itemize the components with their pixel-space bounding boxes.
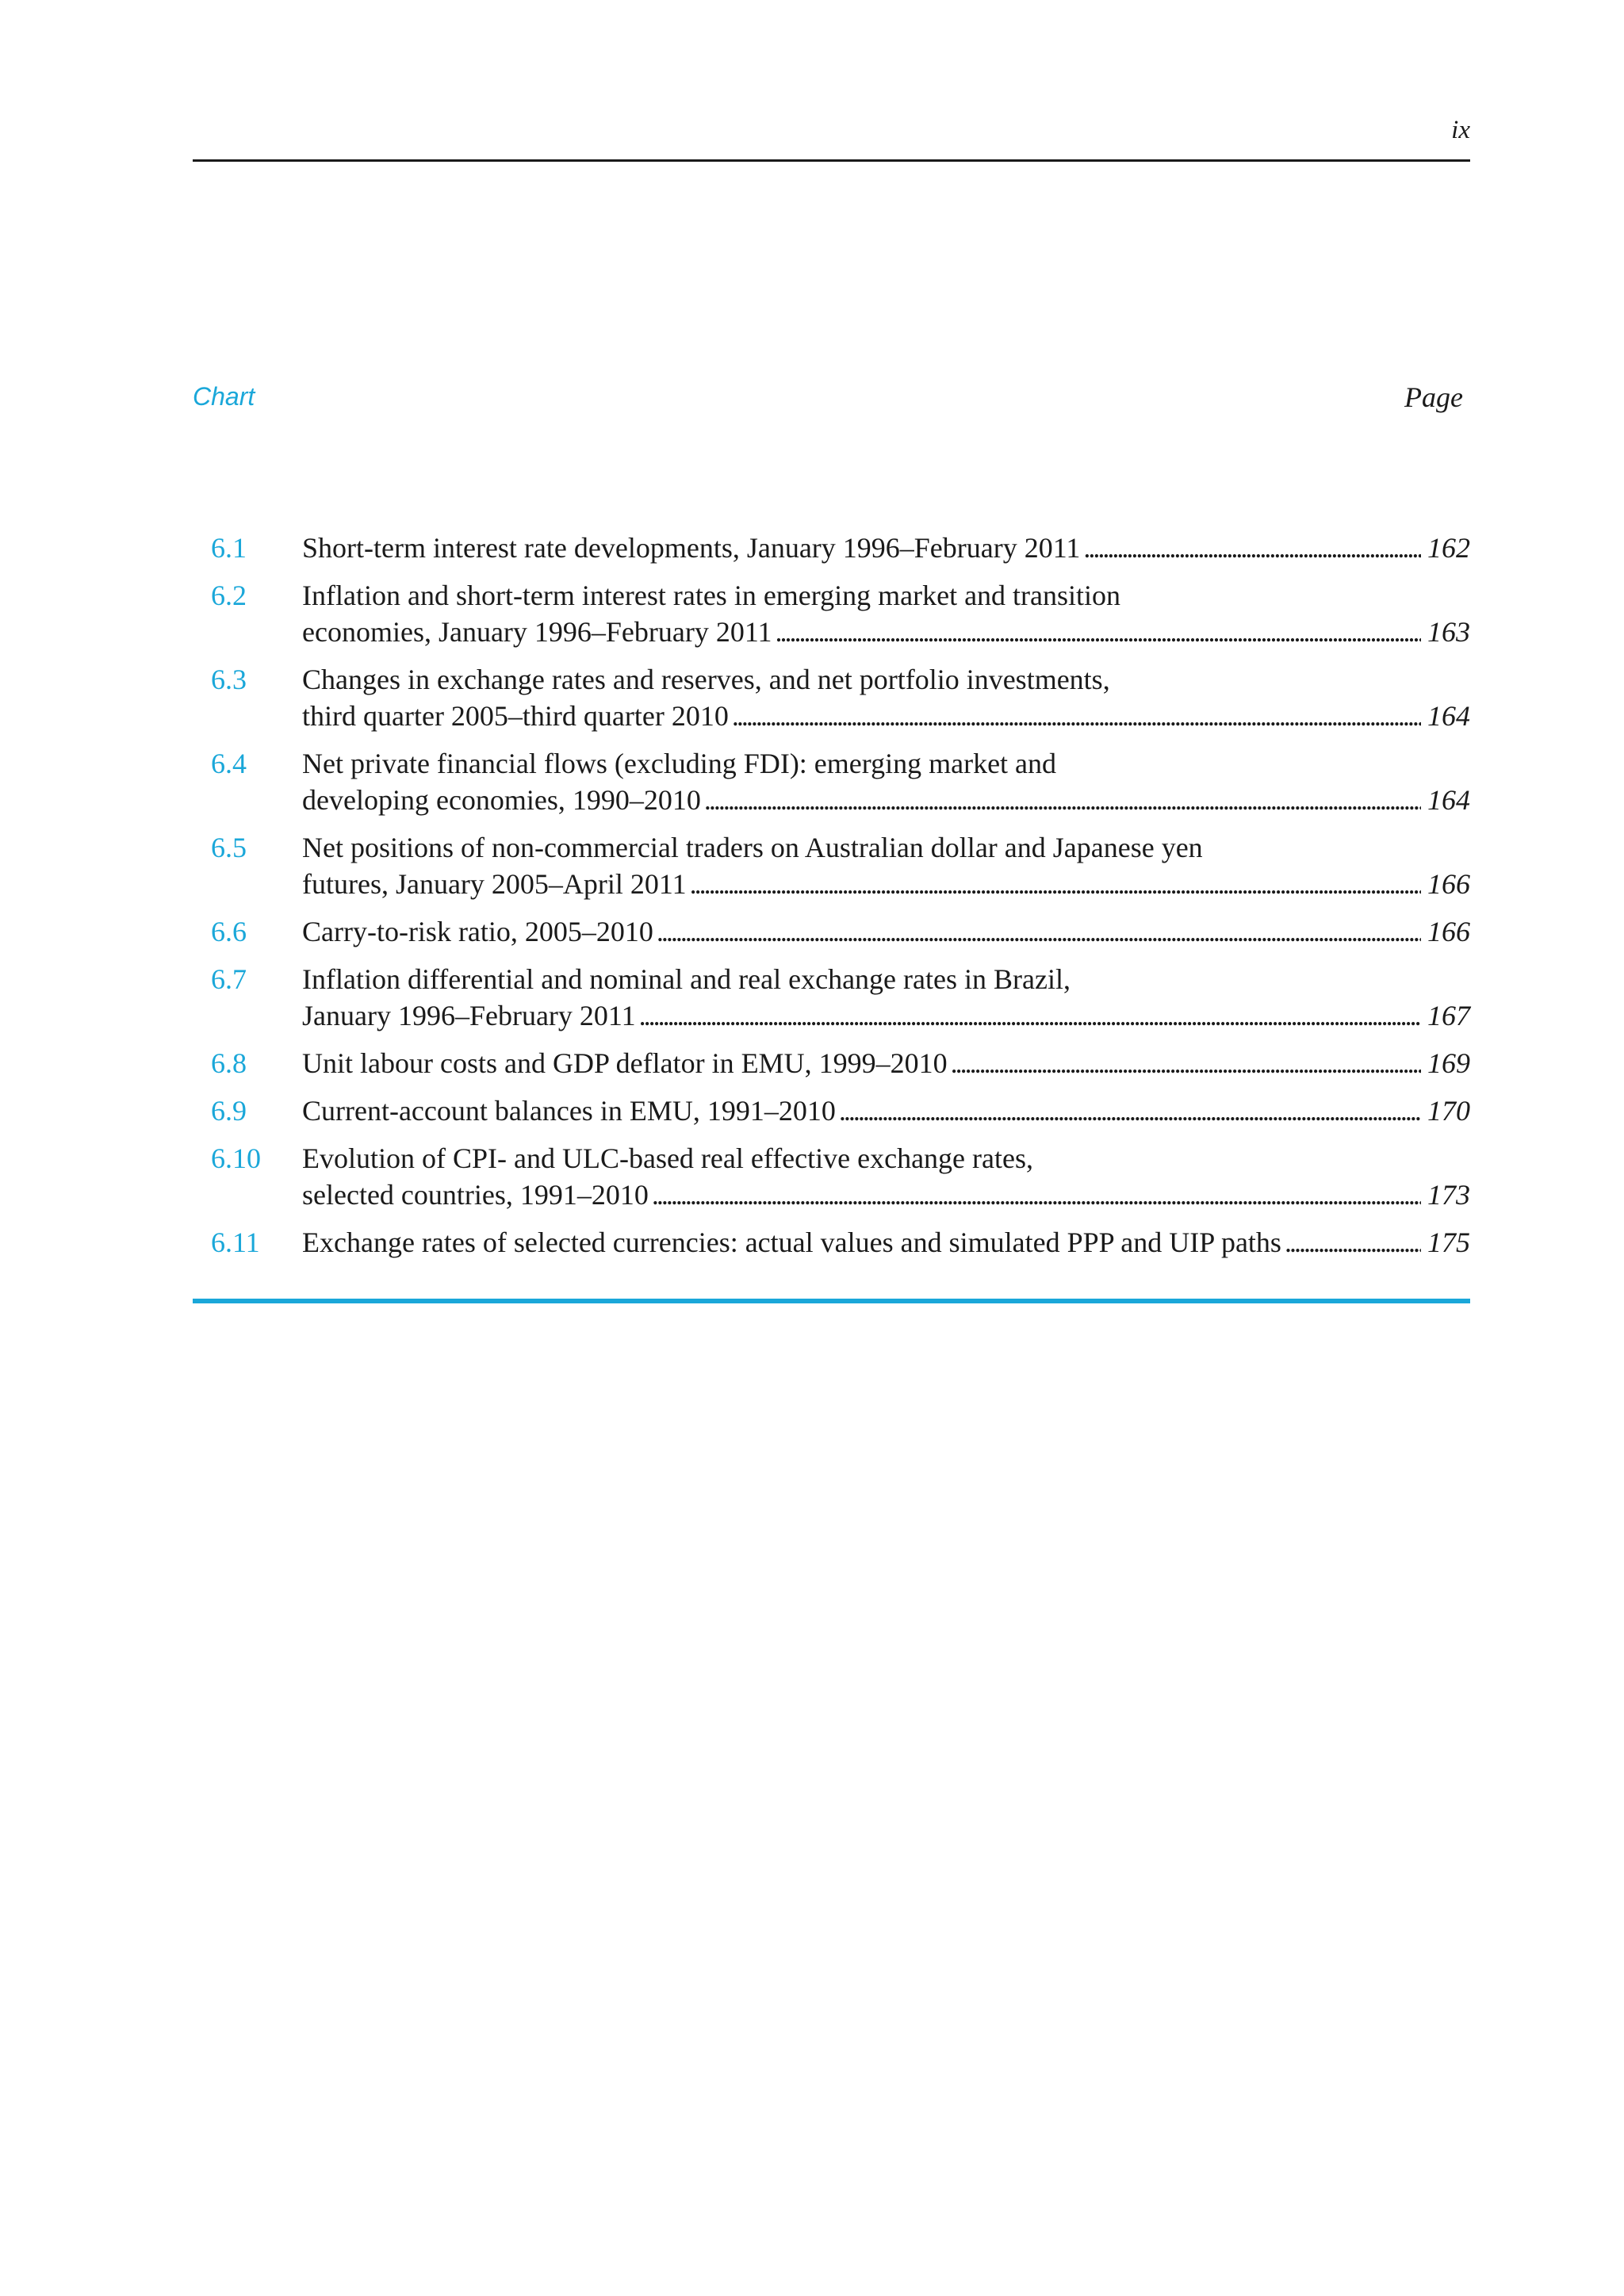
chart-title-line (302, 866, 1470, 902)
chart-title (302, 530, 1470, 566)
toc-entry[interactable] (193, 913, 1470, 950)
dot-leader (657, 913, 1421, 950)
chart-title-text: Evolution of CPI- and ULC-based real effective exchange rates, (302, 1142, 1033, 1174)
chart-number: 6.11 (211, 1226, 260, 1258)
chart-title-line (302, 782, 1470, 818)
chart-title-text: futures, January 2005–April 2011 (302, 868, 687, 900)
page-reference[interactable]: 173 (1427, 1179, 1470, 1211)
chart-title-text: economies, January 1996–February 2011 (302, 616, 772, 648)
dot-leader (839, 1093, 1421, 1129)
chart-title-line (302, 913, 1470, 950)
chart-number: 6.1 (211, 532, 247, 564)
chart-title-text: Carry-to-risk ratio, 2005–2010 (302, 916, 653, 947)
chart-number: 6.10 (211, 1142, 261, 1174)
chart-title-text: Net positions of non-commercial traders on Australian dollar and Japanese yen (302, 832, 1203, 863)
dot-leader (639, 997, 1421, 1034)
chart-title-line (302, 1177, 1470, 1213)
chart-title (302, 745, 1470, 818)
toc-entry[interactable] (193, 661, 1470, 734)
page-reference[interactable]: 167 (1427, 1000, 1470, 1031)
chart-title-line (302, 1093, 1470, 1129)
chart-title-line (302, 1045, 1470, 1081)
list-of-charts (193, 530, 1470, 1272)
chart-number: 6.9 (211, 1095, 247, 1127)
page-reference[interactable]: 175 (1427, 1226, 1470, 1258)
toc-entry[interactable] (193, 577, 1470, 650)
chart-title-line (302, 997, 1470, 1034)
chart-title (302, 1140, 1470, 1213)
dot-leader (652, 1177, 1421, 1213)
chart-number: 6.3 (211, 664, 247, 695)
chart-title-line (302, 577, 1470, 614)
chart-title-text: selected countries, 1991–2010 (302, 1179, 649, 1211)
chart-title-line (302, 829, 1470, 866)
page-reference[interactable]: 166 (1427, 868, 1470, 900)
chart-title (302, 577, 1470, 650)
chart-title-text: Unit labour costs and GDP deflator in EMU, 1999–2010 (302, 1047, 948, 1079)
chart-number: 6.4 (211, 748, 247, 779)
chart-number: 6.8 (211, 1047, 247, 1079)
dot-leader (690, 866, 1421, 902)
chart-title-line (302, 745, 1470, 782)
chart-column-heading: Chart (193, 382, 255, 411)
dot-leader (776, 614, 1421, 650)
toc-entry[interactable] (193, 745, 1470, 818)
page-reference[interactable]: 164 (1427, 700, 1470, 732)
page-reference[interactable]: 162 (1427, 532, 1470, 564)
chart-title-line (302, 1140, 1470, 1177)
dot-leader (1083, 530, 1421, 566)
chart-title-text: developing economies, 1990–2010 (302, 784, 701, 816)
chart-title-text: Inflation differential and nominal and real exchange rates in Brazil, (302, 963, 1071, 995)
chart-title-text: Inflation and short-term interest rates in emerging market and transition (302, 580, 1121, 611)
chart-number: 6.7 (211, 963, 247, 995)
chart-title-text: Changes in exchange rates and reserves, and net portfolio investments, (302, 664, 1110, 695)
dot-leader (704, 782, 1421, 818)
chart-title (302, 1224, 1470, 1261)
chart-title-line (302, 530, 1470, 566)
chart-title-line (302, 698, 1470, 734)
chart-title-text: Short-term interest rate developments, January 1996–February 2011 (302, 532, 1081, 564)
chart-title (302, 961, 1470, 1034)
chart-title-text: Net private financial flows (excluding FDI): emerging market and (302, 748, 1057, 779)
chart-title (302, 829, 1470, 902)
chart-title-text: third quarter 2005–third quarter 2010 (302, 700, 729, 732)
dot-leader (732, 698, 1421, 734)
toc-entry[interactable] (193, 1140, 1470, 1213)
toc-entry[interactable] (193, 1045, 1470, 1081)
dot-leader (951, 1045, 1421, 1081)
chart-title-line (302, 961, 1470, 997)
chart-title-text: Current-account balances in EMU, 1991–2010 (302, 1095, 836, 1127)
top-rule (193, 159, 1470, 162)
chart-title (302, 913, 1470, 950)
toc-entry[interactable] (193, 829, 1470, 902)
chart-title-line (302, 661, 1470, 698)
chart-number: 6.2 (211, 580, 247, 611)
page-number: ix (1451, 116, 1470, 144)
page-reference[interactable]: 169 (1427, 1047, 1470, 1079)
page-column-heading: Page (1404, 381, 1463, 413)
chart-title (302, 1045, 1470, 1081)
toc-entry[interactable] (193, 961, 1470, 1034)
page-reference[interactable]: 170 (1427, 1095, 1470, 1127)
chart-title (302, 661, 1470, 734)
chart-title-text: January 1996–February 2011 (302, 1000, 636, 1031)
page-reference[interactable]: 163 (1427, 616, 1470, 648)
chart-title-line (302, 614, 1470, 650)
toc-entry[interactable] (193, 1224, 1470, 1261)
toc-entry[interactable] (193, 1093, 1470, 1129)
page-reference[interactable]: 166 (1427, 916, 1470, 947)
page-reference[interactable]: 164 (1427, 784, 1470, 816)
chart-title (302, 1093, 1470, 1129)
dot-leader (1285, 1224, 1421, 1261)
chart-title-text: Exchange rates of selected currencies: actual values and simulated PPP and UIP paths (302, 1226, 1281, 1258)
chart-number: 6.5 (211, 832, 247, 863)
toc-entry[interactable] (193, 530, 1470, 566)
chart-number: 6.6 (211, 916, 247, 947)
bottom-rule (193, 1299, 1470, 1303)
chart-title-line (302, 1224, 1470, 1261)
